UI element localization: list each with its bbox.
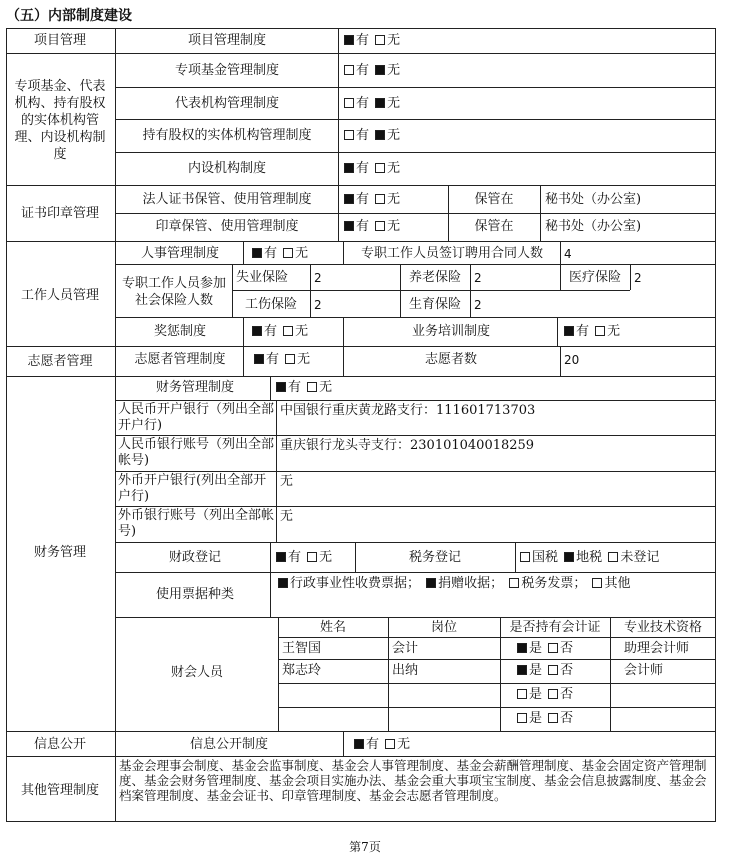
- grid-line: [560, 241, 561, 264]
- grid-line: [278, 707, 716, 708]
- grid-line: [278, 683, 716, 684]
- grid-line: [115, 87, 716, 88]
- grid-line: [6, 756, 716, 757]
- label-internal-org: 内设机构制度: [187, 161, 267, 176]
- category-volunteer: 志愿者管理: [27, 354, 93, 369]
- checkbox-no[interactable]: [375, 98, 385, 108]
- category-special: 专项基金、代表机构、持有股权的实体机构管理、内设机构制度: [14, 79, 106, 162]
- grid-line: [338, 28, 339, 185]
- checkbox-yes[interactable]: [517, 665, 527, 675]
- grid-line: [115, 213, 716, 214]
- table-cell-name: 王智国: [282, 641, 322, 656]
- checkbox-yes[interactable]: [344, 221, 354, 231]
- checkbox-donation-receipt[interactable]: [426, 578, 436, 588]
- grid-line: [310, 264, 311, 317]
- checkbox-group-info[interactable]: 有 无: [352, 737, 410, 753]
- checkbox-yes[interactable]: [517, 713, 527, 723]
- label-tax-registration: 税务登记: [408, 550, 462, 565]
- checkbox-no[interactable]: [375, 194, 385, 204]
- checkbox-yes[interactable]: [564, 326, 574, 336]
- grid-line: [115, 471, 716, 472]
- checkbox-no[interactable]: [375, 65, 385, 75]
- checkbox-no[interactable]: [307, 382, 317, 392]
- label-rmb-bank: 人民币开户银行（列出全部开户行): [118, 402, 275, 433]
- header-title: 专业技术资格: [623, 620, 703, 635]
- label-volunteer-count: 志愿者数: [424, 352, 478, 367]
- checkbox-yes[interactable]: [252, 248, 262, 258]
- checkbox-no[interactable]: [375, 163, 385, 173]
- label-pension: 养老保险: [408, 270, 462, 285]
- value-keeper-cert: 秘书处（办公室): [545, 192, 642, 207]
- grid-line: [355, 542, 356, 572]
- label-maternity: 生育保险: [408, 297, 462, 312]
- value-fx-account: 无: [280, 509, 294, 524]
- value-rmb-account: 重庆银行龙头寺支行：230101040018259: [280, 438, 535, 453]
- grid-line: [115, 317, 716, 318]
- checkbox-no[interactable]: [548, 713, 558, 723]
- value-rmb-bank: 中国银行重庆黄龙路支行：111601713703: [280, 403, 536, 418]
- value-keeper-seal: 秘书处（办公室): [545, 219, 642, 234]
- table-cell-title: 助理会计师: [624, 641, 690, 656]
- grid-line: [278, 659, 716, 660]
- checkbox-group-special-fund[interactable]: 有 无: [342, 63, 400, 79]
- label-insurance: 专职工作人员参加社会保险人数: [121, 276, 226, 308]
- grid-line: [630, 264, 631, 290]
- checkbox-tax-invoice[interactable]: [509, 578, 519, 588]
- value-pension: 2: [474, 271, 482, 285]
- label-fiscal-registration: 财政登记: [168, 550, 222, 565]
- checkbox-other[interactable]: [592, 578, 602, 588]
- grid-line: [115, 152, 716, 153]
- grid-line: [243, 241, 244, 264]
- checkbox-group-project[interactable]: 有 无: [342, 33, 400, 49]
- checkbox-yes[interactable]: [254, 354, 264, 364]
- grid-line: [115, 617, 716, 618]
- header-name: 姓名: [319, 620, 347, 635]
- grid-line: [278, 617, 279, 731]
- value-contracts: 4: [564, 247, 572, 261]
- grid-line: [115, 28, 116, 822]
- grid-line: [388, 617, 389, 731]
- checkbox-group-invoice-types[interactable]: 行政事业性收费票据； 捐赠收据； 税务发票； 其他: [276, 576, 630, 592]
- checkbox-no[interactable]: [375, 35, 385, 45]
- checkbox-yes[interactable]: [252, 326, 262, 336]
- grid-line: [6, 185, 716, 186]
- label-keeper: 保管在: [474, 192, 514, 207]
- label-injury: 工伤保险: [244, 297, 298, 312]
- grid-line: [115, 264, 716, 265]
- grid-line: [115, 506, 716, 507]
- checkbox-no[interactable]: [375, 130, 385, 140]
- label-training: 业务培训制度: [411, 324, 491, 339]
- checkbox-yes[interactable]: [344, 98, 354, 108]
- category-staff: 工作人员管理: [20, 288, 100, 303]
- label-accounting-staff: 财会人员: [170, 665, 224, 680]
- checkbox-yes[interactable]: [354, 739, 364, 749]
- checkbox-group-seal-use[interactable]: 有 无: [342, 219, 400, 235]
- label-seal-use: 印章保管、使用管理制度: [155, 219, 299, 234]
- grid-line: [270, 376, 271, 400]
- value-volunteer-count: 20: [564, 353, 580, 367]
- value-maternity: 2: [474, 298, 482, 312]
- grid-line: [243, 346, 244, 376]
- label-special-fund: 专项基金管理制度: [174, 63, 280, 78]
- checkbox-group-personnel[interactable]: 有 无: [250, 246, 308, 262]
- checkbox-group-volunteer[interactable]: 有 无: [252, 352, 310, 368]
- checkbox-group-fiscal-registration[interactable]: 有 无: [274, 550, 332, 566]
- grid-line: [343, 346, 344, 376]
- header-post: 岗位: [430, 620, 458, 635]
- grid-line: [115, 542, 716, 543]
- checkbox-yes[interactable]: [344, 35, 354, 45]
- label-rep-office: 代表机构管理制度: [174, 96, 280, 111]
- label-reward: 奖惩制度: [153, 324, 207, 339]
- checkbox-yes[interactable]: [517, 689, 527, 699]
- table-cell-post: 会计: [392, 641, 419, 656]
- grid-line: [6, 731, 716, 732]
- grid-line: [343, 317, 344, 346]
- checkbox-local-tax[interactable]: [564, 552, 574, 562]
- table-cell-name: 郑志玲: [282, 663, 322, 678]
- label-fx-bank: 外币开户银行(列出全部开户行): [118, 473, 267, 504]
- checkbox-yes[interactable]: [344, 163, 354, 173]
- value-unemployment: 2: [314, 271, 322, 285]
- grid-line: [115, 119, 716, 120]
- grid-line: [557, 317, 558, 346]
- checkbox-yes[interactable]: [276, 552, 286, 562]
- text-other-systems: 基金会理事会制度、基金会监事制度、基金会人事管理制度、基金会薪酬管理制度、基金会固定资产管理制度、基金会财务管理制度、基金会项目实施办法、基金会重大事项宝宝制度、基金会信息披露制度、基金会档案管理制度、基金会证书、印章管理制度、基金会志愿者管理制度。: [119, 758, 707, 803]
- grid-line: [470, 264, 471, 317]
- grid-line: [6, 241, 716, 242]
- label-equity-entity: 持有股权的实体机构管理制度: [142, 128, 312, 143]
- section-title: （五）内部制度建设: [6, 8, 132, 24]
- grid-line: [276, 400, 277, 542]
- grid-line: [400, 264, 401, 317]
- checkbox-no[interactable]: [283, 326, 293, 336]
- checkbox-no[interactable]: [375, 221, 385, 231]
- grid-line: [515, 542, 516, 572]
- label-rmb-account: 人民币银行账号（列出全部帐号): [118, 437, 275, 468]
- checkbox-no[interactable]: [283, 248, 293, 258]
- grid-line: [115, 435, 716, 436]
- checkbox-group-cert[interactable]: 是 否: [515, 687, 573, 703]
- grid-line: [115, 572, 716, 573]
- category-info: 信息公开: [33, 737, 87, 752]
- grid-line: [278, 637, 716, 638]
- checkbox-no[interactable]: [285, 354, 295, 364]
- checkbox-group-cert[interactable]: 是 否: [515, 663, 573, 679]
- grid-line: [6, 376, 716, 377]
- label-info-disclosure: 信息公开制度: [189, 737, 269, 752]
- table-cell-post: 出纳: [392, 663, 419, 678]
- checkbox-yes[interactable]: [344, 194, 354, 204]
- checkbox-no[interactable]: [307, 552, 317, 562]
- category-finance: 财务管理: [33, 545, 87, 560]
- checkbox-group-legal-cert[interactable]: 有 无: [342, 192, 400, 208]
- grid-line: [560, 264, 561, 290]
- checkbox-group-rep-office[interactable]: 有 无: [342, 96, 400, 112]
- grid-line: [243, 317, 244, 346]
- category-project: 项目管理: [33, 33, 87, 48]
- label-legal-cert: 法人证书保管、使用管理制度: [142, 192, 312, 207]
- checkbox-group-internal-org[interactable]: 有 无: [342, 161, 400, 177]
- grid-line: [232, 264, 233, 317]
- checkbox-admin-fee-receipt[interactable]: [278, 578, 288, 588]
- label-finance-system: 财务管理制度: [155, 380, 235, 395]
- checkbox-no[interactable]: [548, 643, 558, 653]
- grid-line: [270, 542, 271, 617]
- checkbox-group-tax-registration[interactable]: 国税 地税 未登记: [518, 550, 659, 566]
- checkbox-yes[interactable]: [276, 382, 286, 392]
- checkbox-no[interactable]: [548, 665, 558, 675]
- checkbox-national-tax[interactable]: [520, 552, 530, 562]
- checkbox-no[interactable]: [548, 689, 558, 699]
- label-contracts: 专职工作人员签订聘用合同人数: [360, 246, 544, 261]
- label-fx-account: 外币银行账号（列出全部帐号): [118, 508, 275, 539]
- checkbox-yes[interactable]: [344, 130, 354, 140]
- grid-line: [232, 290, 630, 291]
- header-cert: 是否持有会计证: [509, 620, 601, 635]
- checkbox-group-training[interactable]: 有 无: [562, 324, 620, 340]
- checkbox-group-equity-entity[interactable]: 有 无: [342, 128, 400, 144]
- grid-line: [6, 53, 716, 54]
- checkbox-group-finance[interactable]: 有 无: [274, 380, 332, 396]
- checkbox-yes[interactable]: [344, 65, 354, 75]
- checkbox-no[interactable]: [595, 326, 605, 336]
- checkbox-unregistered[interactable]: [608, 552, 618, 562]
- grid-line: [560, 346, 561, 376]
- grid-line: [500, 617, 501, 731]
- value-fx-bank: 无: [280, 474, 294, 489]
- grid-line: [6, 346, 716, 347]
- label-volunteer-system: 志愿者管理制度: [134, 352, 226, 367]
- label-invoice-types: 使用票据种类: [155, 587, 235, 602]
- label-unemployment: 失业保险: [236, 270, 289, 285]
- checkbox-group-cert[interactable]: 是 否: [515, 711, 573, 727]
- checkbox-no[interactable]: [385, 739, 395, 749]
- label-personnel: 人事管理制度: [140, 246, 220, 261]
- checkbox-group-cert[interactable]: 是 否: [515, 641, 573, 657]
- category-seal: 证书印章管理: [20, 206, 100, 221]
- page-number: 第7页: [349, 840, 381, 854]
- label-medical: 医疗保险: [568, 270, 622, 285]
- grid-line: [343, 241, 344, 264]
- table-cell-title: 会计师: [624, 663, 664, 678]
- label-project-system: 项目管理制度: [187, 33, 267, 48]
- grid-line: [610, 617, 611, 731]
- category-other: 其他管理制度: [20, 783, 100, 798]
- checkbox-yes[interactable]: [517, 643, 527, 653]
- grid-line: [343, 731, 344, 756]
- value-medical: 2: [634, 271, 642, 285]
- label-keeper: 保管在: [474, 219, 514, 234]
- checkbox-group-reward[interactable]: 有 无: [250, 324, 308, 340]
- value-injury: 2: [314, 298, 322, 312]
- grid-line: [115, 400, 716, 401]
